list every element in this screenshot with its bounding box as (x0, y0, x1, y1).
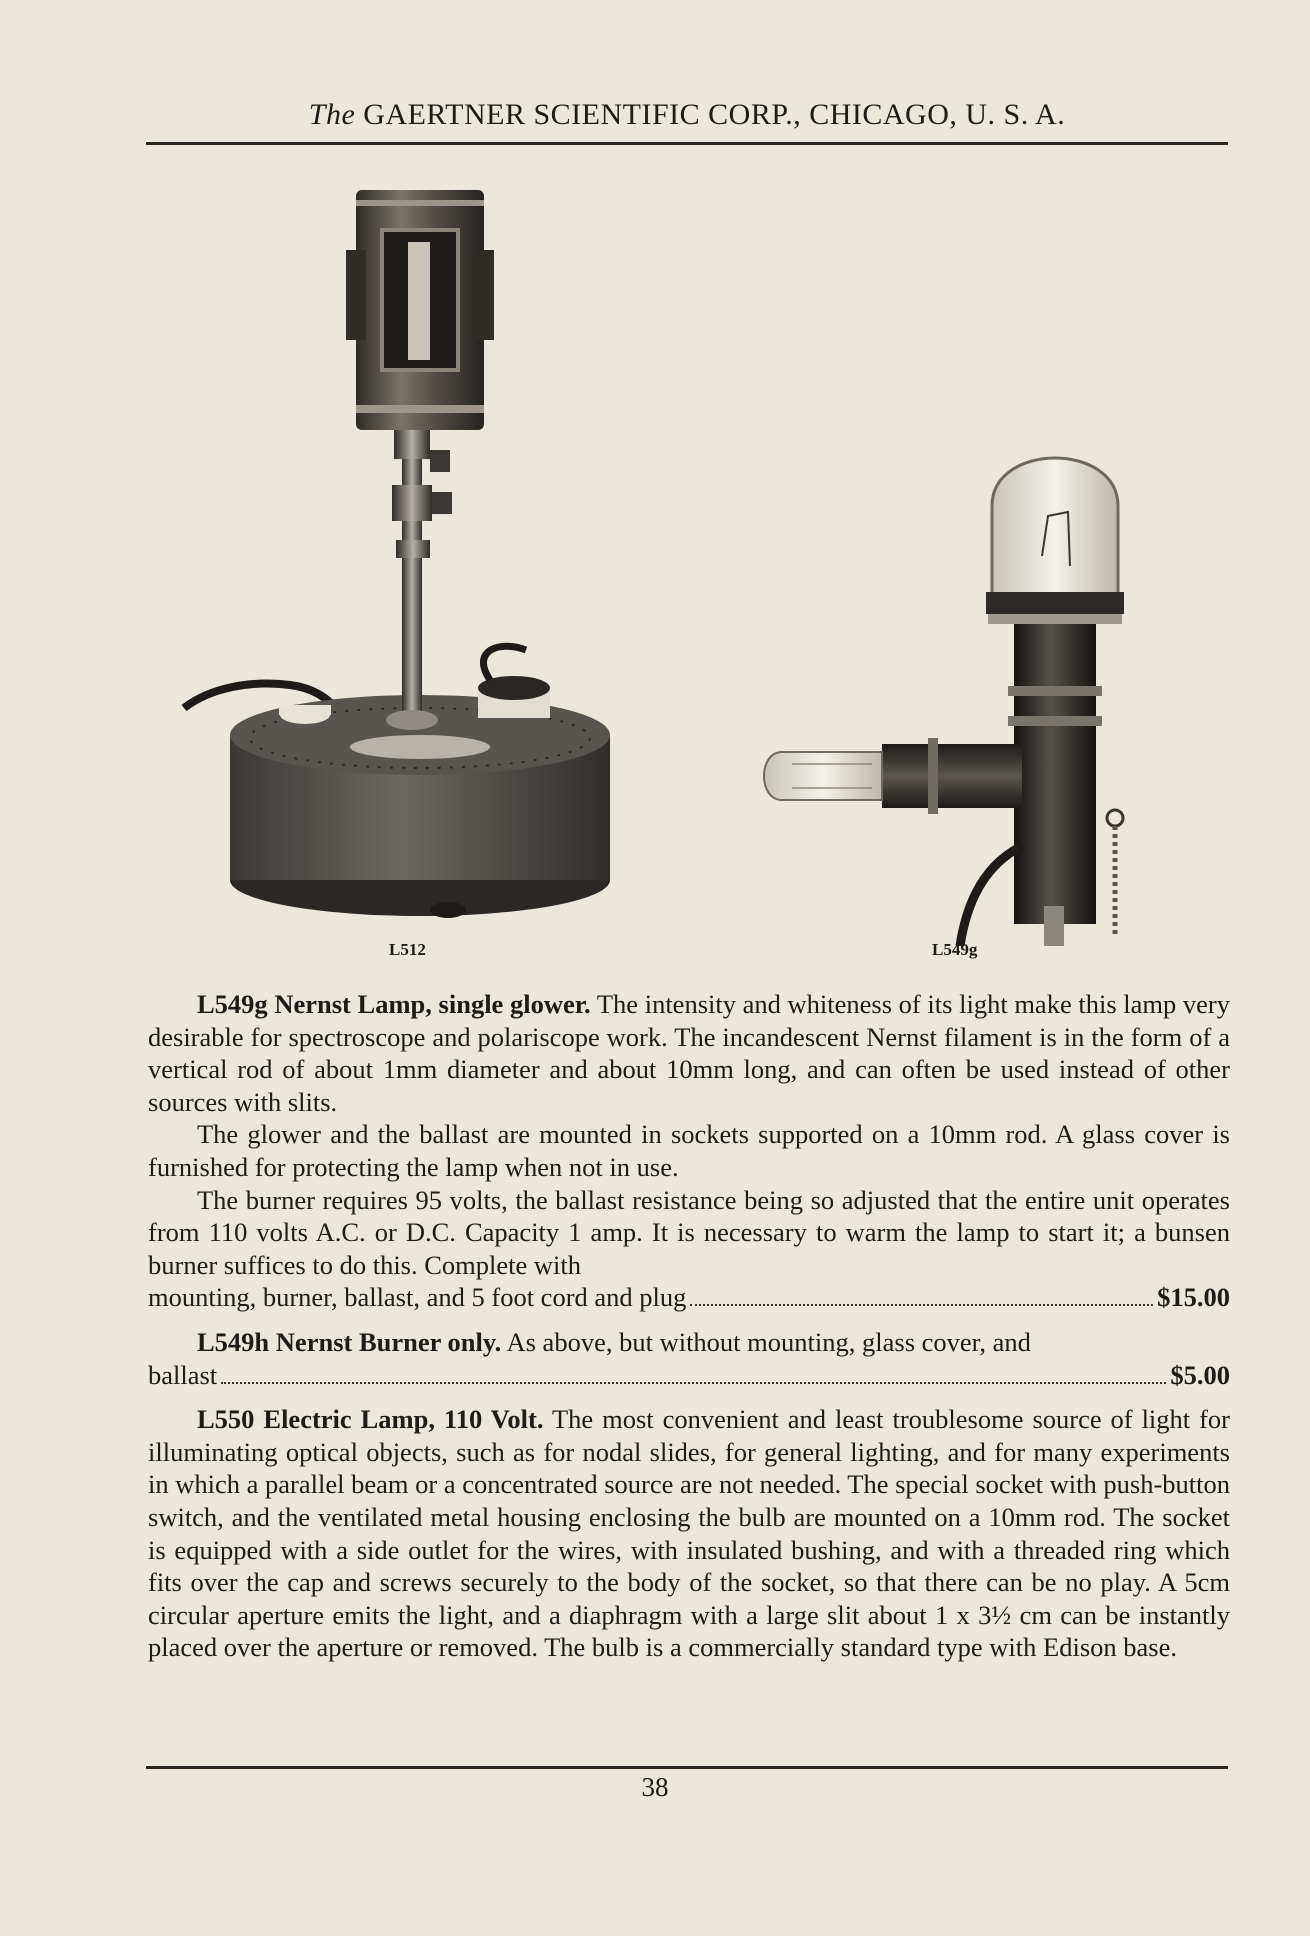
item-name: Nernst Lamp, single glower. (274, 989, 591, 1019)
item-code: L549g (197, 989, 268, 1019)
item-l549h-intro (148, 1326, 1230, 1359)
left-figure-caption: L512 (389, 940, 426, 959)
header-title: GAERTNER SCIENTIFIC CORP., CHICAGO, U. S. A. (363, 98, 1066, 131)
running-header (146, 98, 1228, 132)
header-italic: The (308, 98, 356, 131)
priceline-text: ballast (148, 1359, 218, 1390)
leader-dots (221, 1382, 1166, 1384)
item-l549h-priceline (148, 1359, 1230, 1392)
l512-lamp-illustration (170, 180, 630, 940)
right-figure-caption: L549g (932, 940, 978, 959)
item-l549g-intro (148, 988, 1230, 1118)
item-description: The intensity and whiteness of its light make this lamp very desirable for spectroscope and polariscope work. The incandescent Nernst filament is in the form of a vertical rod of about 1mm diameter and about 10mm long, and can often be used instead of other sources with slits. (148, 989, 1231, 1117)
item-l549g-priceline (148, 1281, 1230, 1314)
item-l549g-power: The burner requires 95 volts, the ballast resistance being so adjusted that the entire unit operates from 110 volts A.C. or D.C. Capacity 1 amp. It is necessary to warm the lamp to start it; a bunsen burner suffices to do this. Complete with (148, 1184, 1230, 1280)
item-code: L550 (197, 1404, 255, 1435)
header-rule (146, 142, 1228, 145)
item-l550-intro (148, 1403, 1230, 1664)
item-price: $15.00 (1157, 1282, 1230, 1313)
item-name: Electric Lamp, 110 Volt. (263, 1404, 544, 1435)
footer-rule (146, 1766, 1228, 1769)
item-code: L549h (197, 1326, 270, 1357)
leader-dots (690, 1304, 1153, 1306)
item-name: Nernst Burner only. (275, 1326, 502, 1357)
catalog-text (148, 988, 1230, 1664)
page-number: 38 (641, 1772, 669, 1802)
priceline-text: mounting, burner, ballast, and 5 foot cord and plug (148, 1282, 687, 1313)
item-l549g-mounting: The glower and the ballast are mounted in sockets supported on a 10mm rod. A glass cover is furnished for protecting the lamp when not in use. (148, 1119, 1230, 1182)
item-description: The most convenient and least troublesome source of light for illuminating optical objects, such as for nodal slides, for general lighting, and for many experiments in which a parallel beam or a concentrated source are not needed. The special socket with push-button switch, and the ventilated metal housing enclosing the bulb are mounted on a 10mm rod. The socket is equipped with a side outlet for the wires, with insulated bushing, and with a threaded ring which fits over the cap and screws securely to the body of the socket, so that there can be no play. A 5cm circular aperture emits the light, and a diaphragm with a large slit about 1 x 3½ cm can be instantly placed over the aperture or removed. The bulb is a commercially standard type with Edison base. (148, 1404, 1231, 1663)
l549g-lamp-illustration (752, 446, 1132, 946)
item-price: $5.00 (1170, 1359, 1230, 1390)
item-description: As above, but without mounting, glass cover, and (506, 1326, 1031, 1357)
